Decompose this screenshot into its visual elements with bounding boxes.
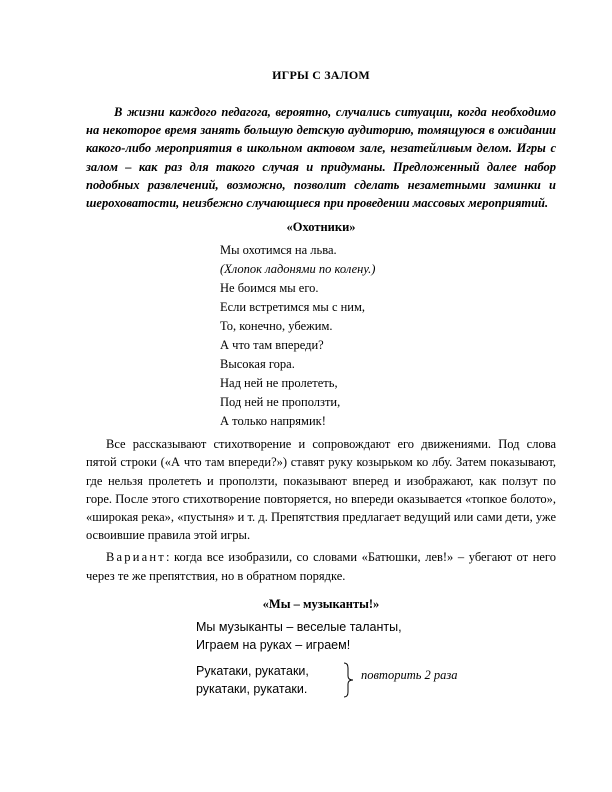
poem-line: То, конечно, убежим. <box>220 319 333 334</box>
poem-line: А что там впереди? <box>220 338 324 353</box>
game-title-hunters: «Охотники» <box>286 220 356 235</box>
song-line: Играем на руках – играем! <box>196 637 351 652</box>
variant-label: Вариант <box>106 550 166 565</box>
page-title: ИГРЫ С ЗАЛОМ <box>272 68 370 82</box>
musicians-song <box>196 618 556 698</box>
poem-line: А только напрямик! <box>220 414 326 429</box>
game-title-musicians: «Мы – музыканты!» <box>262 596 380 611</box>
poem-line: Под ней не проползти, <box>220 395 341 410</box>
hunters-variant <box>86 548 556 584</box>
intro-paragraph: В жизни каждого педагога, вероятно, случались ситуации, когда необходимо на некоторое время занять большую детскую аудиторию, томящуюся в ожидании какого-либо мероприятия в школьном актовом зале, незатейливым делом. Игры с залом – как раз для такого случая и придуманы. Предложенный далее набор подобных развлечений, возможно, позволит сделать незаметными заминки и шероховатости, неизбежно случающиеся при проведении массовых мероприятий. <box>86 105 556 211</box>
song-refrain <box>196 662 556 698</box>
poem-line: Над ней не пролететь, <box>220 376 338 391</box>
poem-line: Высокая гора. <box>220 357 295 372</box>
hunters-poem <box>220 241 556 431</box>
curly-brace-icon <box>343 662 355 698</box>
variant-text: : когда все изобразили, со словами «Батюшки, лев!» – убегают от него через те же препятствия, но в обратном порядке. <box>86 550 556 583</box>
poem-line: Если встретимся мы с ним, <box>220 300 366 315</box>
refrain-line: Рукатаки, рукатаки, <box>196 663 309 678</box>
poem-line: Мы охотимся на льва. <box>220 243 337 258</box>
poem-stage-direction: (Хлопок ладонями по колену.) <box>220 262 376 277</box>
document-page <box>86 68 556 698</box>
hunters-description: Все рассказывают стихотворение и сопровождают его движениями. Под слова пятой строки («А что там впереди?») ставят руку козырьком ко лбу. Затем показывают, где нельзя пролететь и проползти, показывают вперед и изображают, как ползут по горе. После этого стихотворение повторяется, но впереди оказывается «топкое болото», «широкая река», «пустыня» и т. д. Препятствия предлагает ведущий или сами дети, уже освоившие правила этой игры. <box>86 437 556 543</box>
refrain-line: рукатаки, рукатаки. <box>196 681 308 696</box>
repeat-note: повторить 2 раза <box>361 667 458 682</box>
poem-line: Не боимся мы его. <box>220 281 319 296</box>
song-line: Мы музыканты – веселые таланты, <box>196 619 402 634</box>
